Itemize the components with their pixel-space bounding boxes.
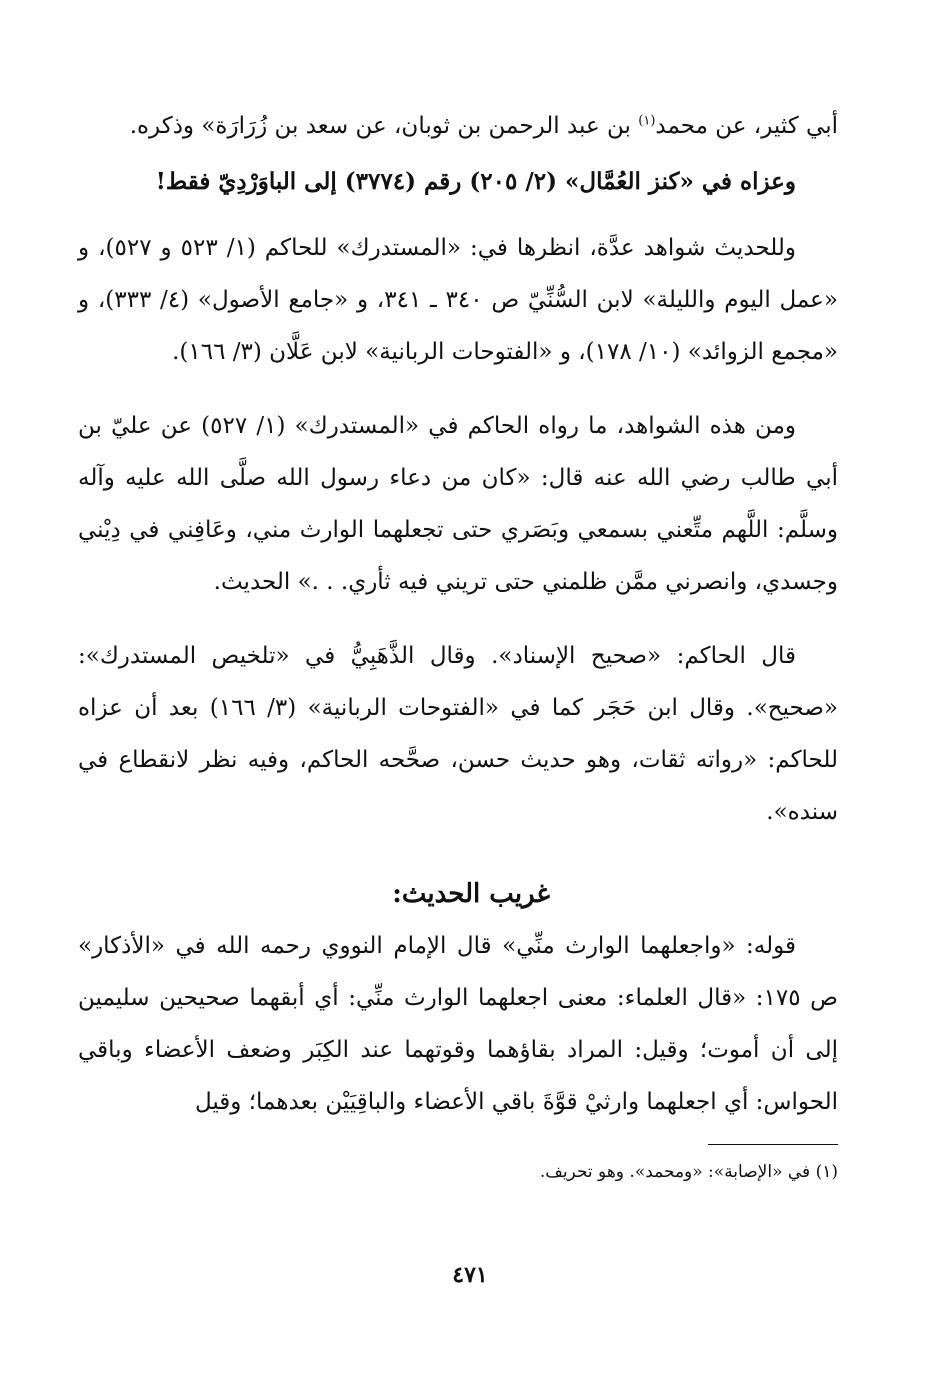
footnote-divider [708,1144,838,1145]
paragraph-1-text-end: بن عبد الرحمن بن ثوبان، عن سعد بن زُرَارَة» وذكره. [129,113,639,139]
footnote-marker: (١) [638,113,656,129]
paragraph-6: قوله: «واجعلهما الوارث منِّي» قال الإمام النووي رحمه الله في «الأذكار» ص ١٧٥: «قال العلماء: معنى اجعلهما الوارث منِّي: أي أبقهما صحيحين سليمين إلى أن أموت؛ وقيل: المراد بقاؤهما وقوتهما عند الكِبَر وضعف الأعضاء وباقي الحواس: أي اجعلهما وارثيْ قوَّةَ باقي الأعضاء والباقِيَيْن بعدهما؛ وقيل [78,933,838,1115]
paragraph-4: ومن هذه الشواهد، ما رواه الحاكم في «المستدرك» (١/ ٥٢٧) عن عليّ بن أبي طالب رضي الله عنه قال: «كان من دعاء رسول الله صلَّى الله عليه وآله وسلَّم: اللَّهم متِّعني بسمعي وبَصَري حتى تجعلهما الوارث مني، وعَافِني في دِيْني وجسدي، وانصرني ممَّن ظلمني حتى تريني فيه ثأري. . .» الحديث. [78,413,838,595]
section-heading: غريب الحديث: [392,879,550,909]
paragraph-1 [78,100,838,152]
paragraph-1-text-start: أبي كثير، عن محمد [655,113,838,139]
paragraph-5: قال الحاكم: «صحيح الإسناد». وقال الذَّهَبِيُّ في «تلخيص المستدرك»: «صحيح». وقال ابن حَجَر كما في «الفتوحات الربانية» (٣/ ١٦٦) بعد أن عزاه للحاكم: «رواته ثقات، وهو حديث حسن، صحَّحه الحاكم، وفيه نظر لانقطاع في سنده». [78,643,838,825]
page-body [78,100,838,1189]
footnote: (١) في «الإصابة»: «ومحمد». وهو تحريف. [539,1162,838,1182]
paragraph-3: وللحديث شواهد عدَّة، انظرها في: «المستدرك» للحاكم (١/ ٥٢٣ و ٥٢٧)، و «عمل اليوم والليلة» لابن السُّنِّيّ ص ٣٤٠ ـ ٣٤١، و «جامع الأصول» (٤/ ٣٣٣)، و «مجمع الزوائد» (١٠/ ١٧٨)، و «الفتوحات الربانية» لابن عَلَّان (٣/ ١٦٦). [78,235,838,365]
page-number: ٤٧١ [452,1262,488,1288]
paragraph-2: وعزاه في «كنز العُمَّال» (٢/ ٢٠٥) رقم (٣٧٧٤) إلى الباوَرْدِيّ فقط! [155,168,796,195]
